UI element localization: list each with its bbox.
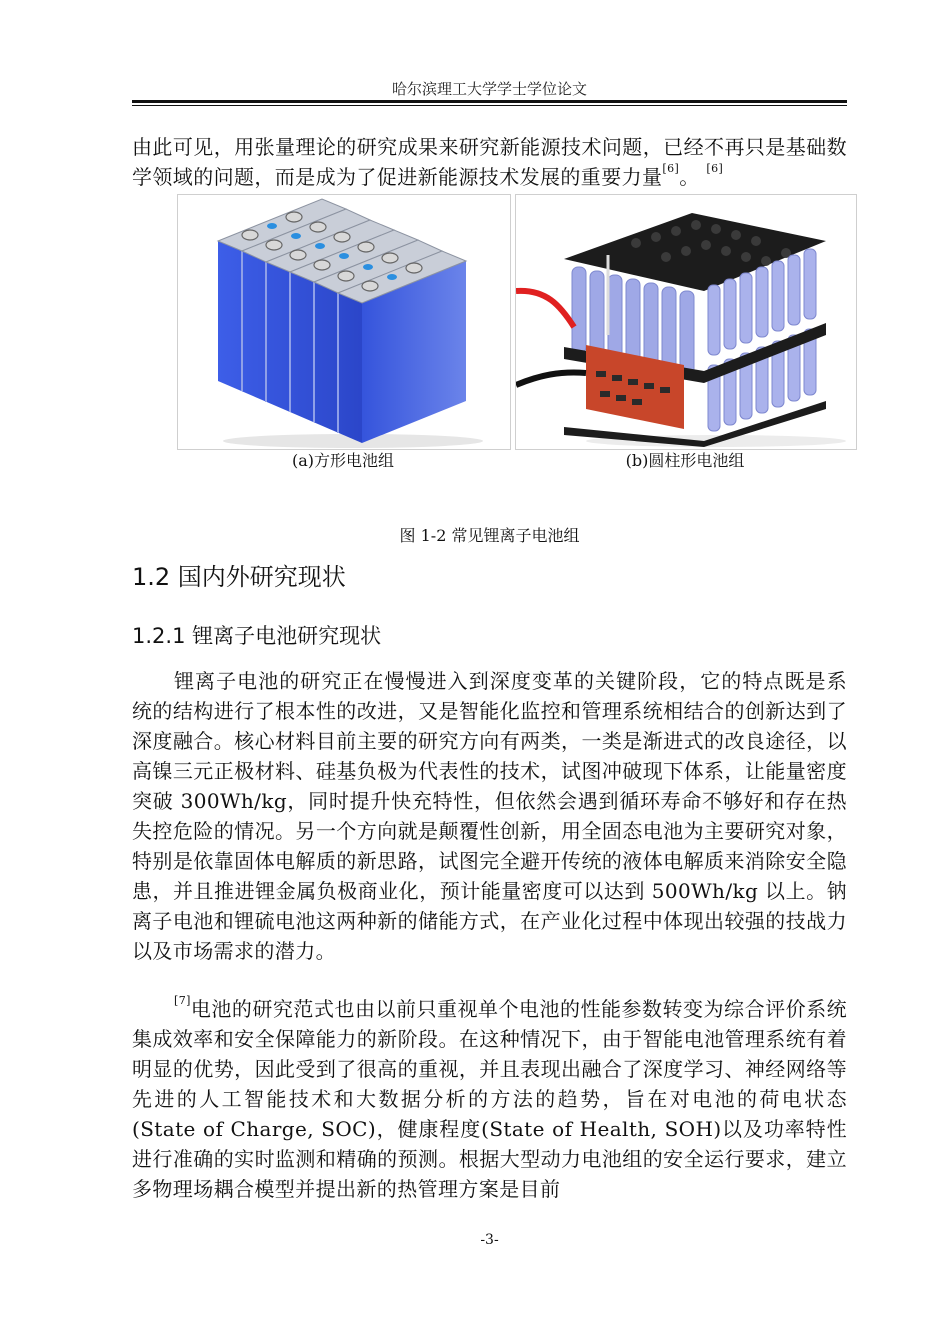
caption-prismatic: (a)方形电池组 <box>291 451 395 470</box>
figure-prismatic-battery-pack <box>177 194 511 450</box>
citation-ref: [6] <box>706 162 724 175</box>
citation-ref: [6] <box>662 162 680 175</box>
page-header: 哈尔滨理工大学学士学位论文 <box>391 80 587 98</box>
subsection-heading: 1.2.1 锂离子电池研究现状 <box>132 624 382 648</box>
prismatic-battery-illustration <box>178 195 510 449</box>
page-number: -3- <box>480 1232 499 1248</box>
section-heading: 1.2 国内外研究现状 <box>132 563 346 591</box>
header-rule-thick <box>132 100 847 103</box>
cylindrical-battery-illustration <box>516 195 856 449</box>
body-paragraph-2-text: 电池的研究范式也由以前只重视单个电池的性能参数转变为综合评价系统集成效率和安全保障能力的新阶段。在这种情况下，由于智能电池管理系统有着明显的优势，因此受到了很高的重视，并且表现出融合了深度学习、神经网络等先进的人工智能技术和大数据分析的方法的趋势，旨在对电池的荷电状态(State of Charge, SOC)，健康程度(State of Health, SOH)以及功率特性进行准确的实时监测和精确的预测。根据大型动力电池组的安全运行要求，建立多物理场耦合模型并提出新的热管理方案是目前 <box>132 997 847 1201</box>
figure-title: 图 1-2 常见锂离子电池组 <box>399 526 580 545</box>
intro-text: 由此可见，用张量理论的研究成果来研究新能源技术问题，已经不再只是基础数学领域的问题，而是成为了促进新能源技术发展的重要力量 <box>132 135 847 189</box>
figure-cylindrical-battery-pack <box>515 194 857 450</box>
intro-paragraph <box>132 132 847 192</box>
citation-ref: [7] <box>174 994 191 1007</box>
body-paragraph-1: 锂离子电池的研究正在慢慢进入到深度变革的关键阶段，它的特点既是系统的结构进行了根本性的改进，又是智能化监控和管理系统相结合的创新达到了深度融合。核心材料目前主要的研究方向有两类，一类是渐进式的改良途径，以高镍三元正极材料、硅基负极为代表性的技术，试图冲破现下体系，让能量密度突破 300Wh/kg，同时提升快充特性，但依然会遇到循环寿命不够好和存在热失控危险的情况。另一个方向就是颠覆性创新，用全固态电池为主要研究对象，特别是依靠固体电解质的新思路，试图完全避开传统的液体电解质来消除安全隐患，并且推进锂金属负极商业化，预计能量密度可以达到 500Wh/kg 以上。钠离子电池和锂硫电池这两种新的储能方式，在产业化过程中体现出较强的技战力以及市场需求的潜力。 <box>132 669 847 963</box>
intro-tail: 。 <box>679 165 700 189</box>
caption-cylindrical: (b)圆柱形电池组 <box>625 451 745 470</box>
header-rule-thin <box>132 105 847 106</box>
body-paragraph-2 <box>132 994 847 1204</box>
